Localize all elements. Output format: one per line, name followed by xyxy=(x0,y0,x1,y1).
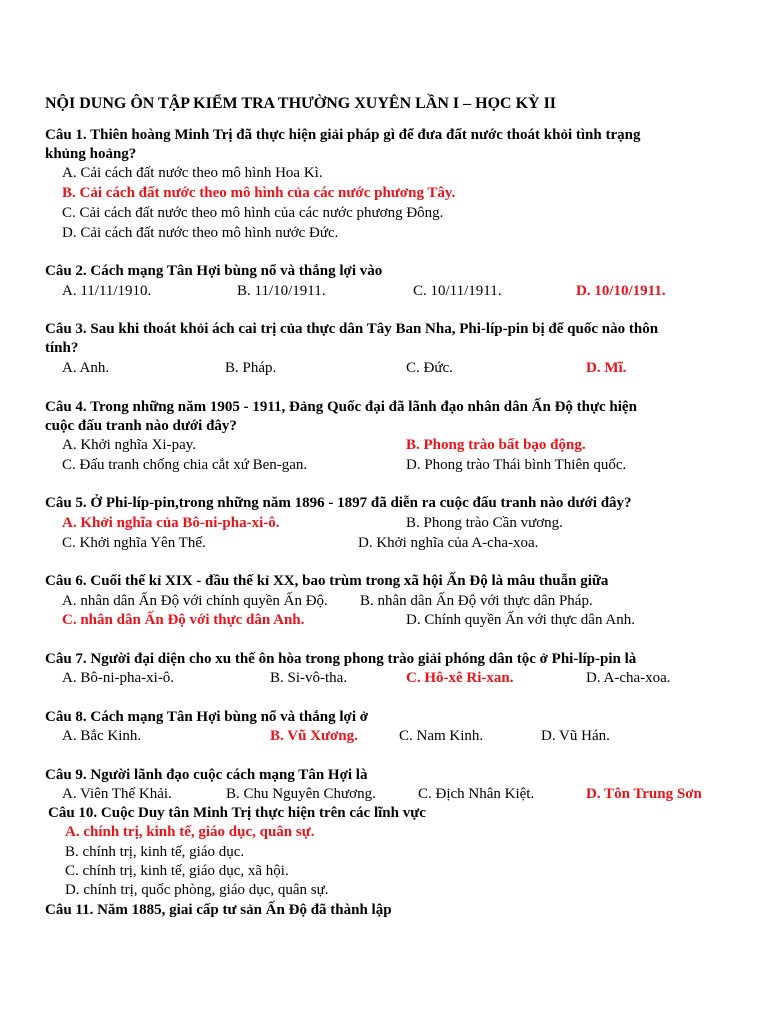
question-6-option-a: A. nhân dân Ấn Độ với chính quyền Ấn Độ. xyxy=(62,593,328,609)
question-10-option-d: D. chính trị, quốc phòng, giáo dục, quân sự. xyxy=(65,882,329,898)
question-8-option-b: B. Vũ Xương. xyxy=(270,728,358,744)
question-10-option-a: A. chính trị, kinh tế, giáo dục, quân sự. xyxy=(65,824,315,840)
question-4-option-a: A. Khởi nghĩa Xi-pay. xyxy=(62,437,197,453)
question-6-text: Câu 6. Cuối thế kỉ XIX - đầu thế kỉ XX, bao trùm trong xã hội Ấn Độ là mâu thuẫn giữa xyxy=(45,573,609,589)
question-5-option-d: D. Khởi nghĩa của A-cha-xoa. xyxy=(358,535,539,551)
question-1-option-b: B. Cải cách đất nước theo mô hình của các nước phương Tây. xyxy=(62,185,456,201)
question-3-option-b: B. Pháp. xyxy=(225,360,277,376)
question-6-option-d: D. Chính quyền Ấn với thực dân Anh. xyxy=(406,612,635,628)
question-9-option-a: A. Viên Thế Khải. xyxy=(62,786,172,802)
question-11-text: Câu 11. Năm 1885, giai cấp tư sản Ấn Độ đã thành lập xyxy=(45,902,392,918)
question-4-option-d: D. Phong trào Thái bình Thiên quốc. xyxy=(406,457,627,473)
question-5-option-c: C. Khởi nghĩa Yên Thế. xyxy=(62,535,206,551)
question-4-text-cont: cuộc đấu tranh nào dưới đây? xyxy=(45,418,237,434)
question-9-option-b: B. Chu Nguyên Chương. xyxy=(226,786,376,802)
question-8-option-c: C. Nam Kinh. xyxy=(399,728,484,744)
question-9-option-c: C. Địch Nhân Kiệt. xyxy=(418,786,535,802)
question-2-option-d: D. 10/10/1911. xyxy=(576,283,666,299)
question-3-text-cont: tính? xyxy=(45,340,79,356)
question-7-option-a: A. Bô-ni-pha-xi-ô. xyxy=(62,670,175,686)
question-1-option-d: D. Cải cách đất nước theo mô hình nước Đức. xyxy=(62,225,339,241)
question-1-text-cont: khủng hoảng? xyxy=(45,146,137,162)
question-10-option-b: B. chính trị, kinh tế, giáo dục. xyxy=(65,844,245,860)
question-6-option-b: B. nhân dân Ấn Độ với thực dân Pháp. xyxy=(360,593,593,609)
question-7-option-c: C. Hô-xê Ri-xan. xyxy=(406,670,514,686)
question-4-option-b: B. Phong trào bất bạo động. xyxy=(406,437,586,453)
question-8-text: Câu 8. Cách mạng Tân Hợi bùng nổ và thắng lợi ở xyxy=(45,709,369,725)
question-2-option-b: B. 11/10/1911. xyxy=(237,283,326,299)
question-2-option-a: A. 11/11/1910. xyxy=(62,283,152,299)
question-7-option-d: D. A-cha-xoa. xyxy=(586,670,671,686)
question-7-text: Câu 7. Người đại diện cho xu thế ôn hòa trong phong trào giải phóng dân tộc ở Phi-líp-pin là xyxy=(45,651,637,667)
question-1-text: Câu 1. Thiên hoàng Minh Trị đã thực hiện giải pháp gì để đưa đất nước thoát khỏi tình trạng xyxy=(45,127,641,143)
page-title: NỘI DUNG ÔN TẬP KIỂM TRA THƯỜNG XUYÊN LẦN I – HỌC KỲ II xyxy=(45,95,557,112)
question-5-option-b: B. Phong trào Cần vương. xyxy=(406,515,563,531)
question-1-option-c: C. Cải cách đất nước theo mô hình của các nước phương Đông. xyxy=(62,205,444,221)
question-3-text: Câu 3. Sau khi thoát khỏi ách cai trị của thực dân Tây Ban Nha, Phi-líp-pin bị đế quốc nào thôn xyxy=(45,321,659,337)
question-4-text: Câu 4. Trong những năm 1905 - 1911, Đảng Quốc đại đã lãnh đạo nhân dân Ấn Độ thực hiện xyxy=(45,399,637,415)
question-3-option-d: D. Mĩ. xyxy=(586,360,627,376)
question-10-text: Câu 10. Cuộc Duy tân Minh Trị thực hiện trên các lĩnh vực xyxy=(48,805,426,821)
question-5-text: Câu 5. Ở Phi-líp-pin,trong những năm 1896 - 1897 đã diễn ra cuộc đấu tranh nào dưới đây? xyxy=(45,495,632,511)
question-7-option-b: B. Si-vô-tha. xyxy=(270,670,348,686)
question-6-option-c: C. nhân dân Ấn Độ với thực dân Anh. xyxy=(62,612,305,628)
question-3-option-a: A. Anh. xyxy=(62,360,110,376)
question-9-text: Câu 9. Người lãnh đạo cuộc cách mạng Tân Hợi là xyxy=(45,767,368,783)
question-8-option-a: A. Bắc Kinh. xyxy=(62,728,142,744)
question-2-text: Câu 2. Cách mạng Tân Hợi bùng nổ và thắng lợi vào xyxy=(45,263,383,279)
question-4-option-c: C. Đấu tranh chống chia cắt xứ Ben-gan. xyxy=(62,457,308,473)
question-9-option-d: D. Tôn Trung Sơn xyxy=(586,786,702,802)
question-3-option-c: C. Đức. xyxy=(406,360,453,376)
question-2-option-c: C. 10/11/1911. xyxy=(413,283,502,299)
question-5-option-a: A. Khởi nghĩa của Bô-ni-pha-xi-ô. xyxy=(62,515,280,531)
question-1-option-a: A. Cải cách đất nước theo mô hình Hoa Kì. xyxy=(62,165,323,181)
question-8-option-d: D. Vũ Hán. xyxy=(541,728,610,744)
question-10-option-c: C. chính trị, kinh tế, giáo dục, xã hội. xyxy=(65,863,289,879)
